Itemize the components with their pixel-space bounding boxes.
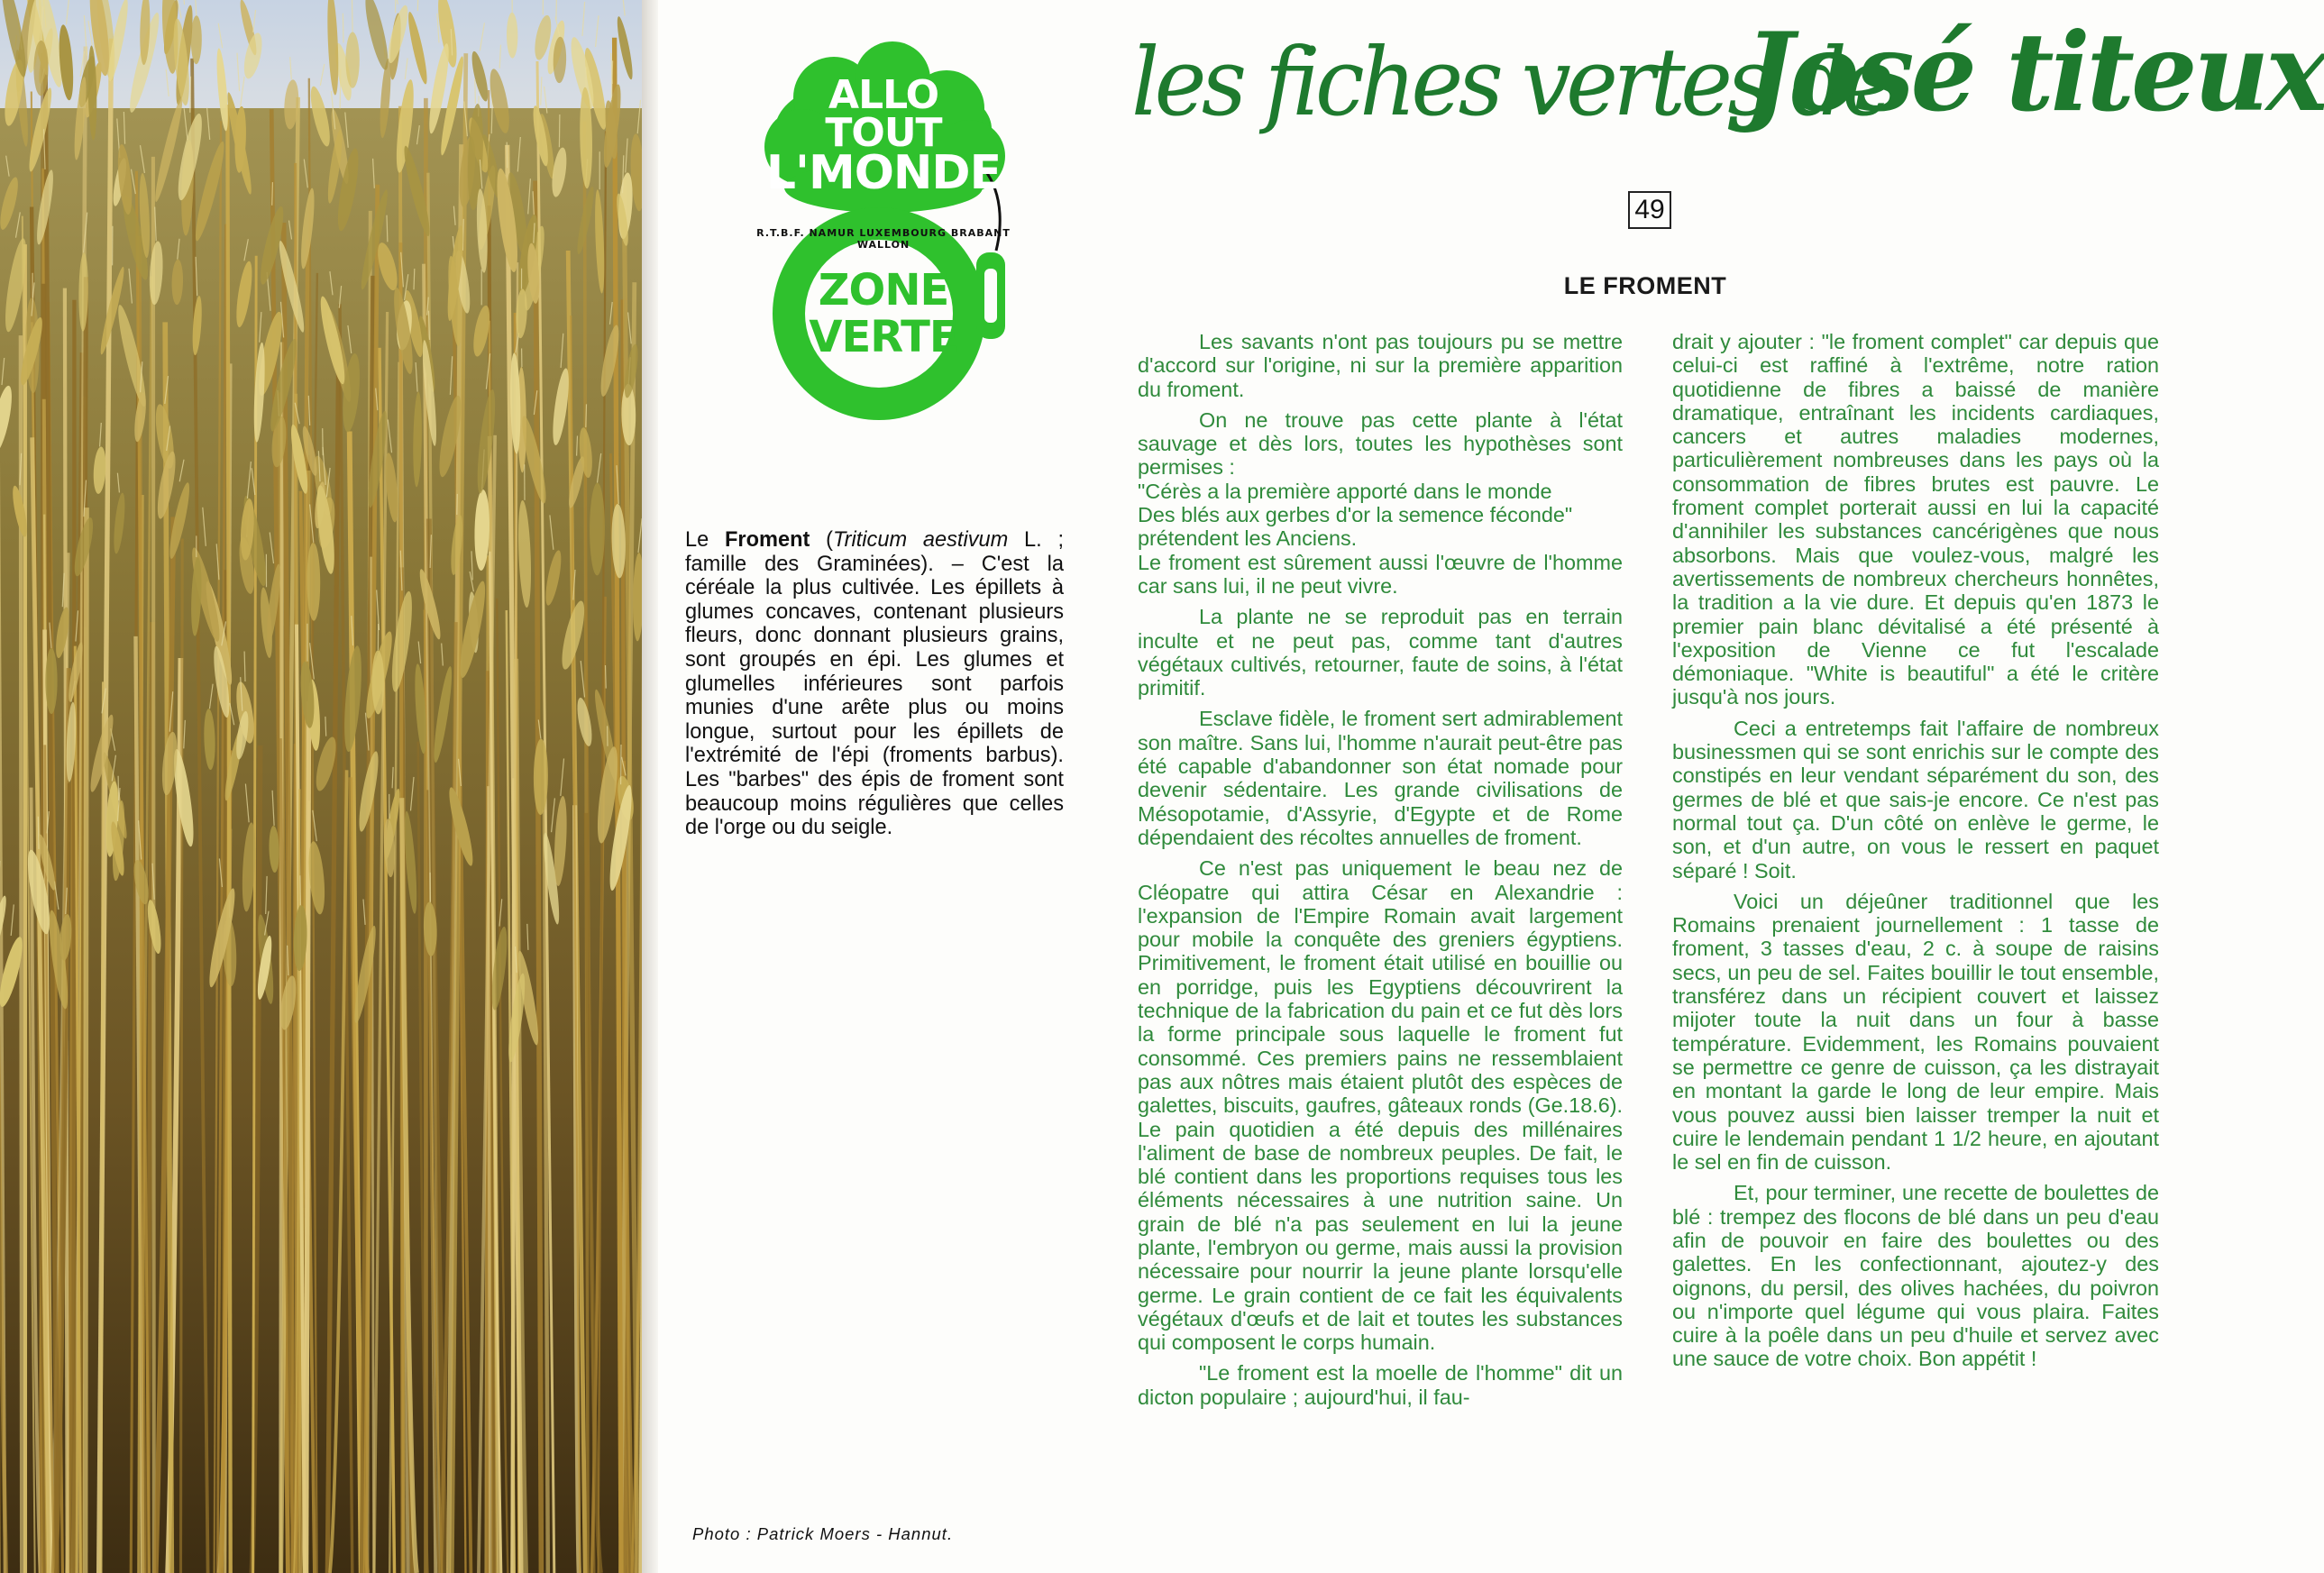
- logo-ring-text: R.T.B.F. NAMUR LUXEMBOURG BRABANT WALLON: [756, 227, 1011, 251]
- paragraph: "Le froment est la moelle de l'homme" dit un dicton populaire ; aujourd'hui, il fau-: [1138, 1361, 1623, 1409]
- paragraph: Les savants n'ont pas toujours pu se mettre d'accord sur l'origine, ni sur la première apparition du froment.: [1138, 330, 1623, 401]
- paragraph: La plante ne se reproduit pas en terrain inculte et ne peut pas, comme tant d'autres végétaux cultivés, retourner, faute de soins, à l'état primitif.: [1138, 605, 1623, 700]
- page-spine: [642, 0, 658, 1573]
- series-title-author: José titeux: [1744, 9, 2324, 136]
- series-title: [1131, 0, 2324, 158]
- paragraph: Le froment est sûrement aussi l'œuvre de l'homme car sans lui, il ne peut vivre.: [1138, 550, 1623, 598]
- article-column-2: [1672, 330, 2159, 1378]
- paragraph: Esclave fidèle, le froment sert admirablement son maître. Sans lui, l'homme n'aurait peut-être pas été capable d'abandonner son état nomade pour devenir sédentaire. Les grande civilisations de Mésopotamie, d'Assyrie, d'Egypte et de Rome dépendaient des récoltes annuelles de froment.: [1138, 707, 1623, 849]
- paragraph: On ne trouve pas cette plante à l'état sauvage et dès lors, toutes les hypothèses sont permises :: [1138, 407, 1623, 480]
- paragraph: Ceci a entretemps fait l'affaire de nombreux businessmen qui se sont enrichis sur le compte des constipés en leur vendant séparément du son, des germes de blé et que sais-je encore. Ce n'est pas normal tout ça. D'un côté on enlève le germe, le son, et d'un autre, on vous le ressert en paquet séparé ! Soit.: [1672, 716, 2159, 883]
- wheat-illustration: [0, 0, 642, 1573]
- article-title: LE FROMENT: [1563, 272, 1727, 299]
- allo-tout-lmonde-logo: [748, 43, 1019, 440]
- photo-credit: Photo : Patrick Moers - Hannut.: [692, 1524, 954, 1543]
- series-title-main: les fiches vertes de: [1131, 27, 1889, 137]
- logo-zone: ZONE: [818, 265, 949, 316]
- fiche-number: 49: [1628, 191, 1671, 229]
- caption-body: L. ; famille des Graminées). – C'est la céréale la plus cultivée. Les épillets à glumes concaves, contenant plusieurs fleurs, donc donnant plusieurs grains, sont groupés en épi. Les glumes et glumelles inférieures sont parfois munies d'une arête plus ou moins longue, surtout pour les épillets de l'extrémité de l'épi (froments barbus). Les "barbes" des épis de froment sont beaucoup moins régulières que celles de l'orge ou du seigle.: [685, 528, 1065, 840]
- paragraph: drait y ajouter : "le froment complet" car depuis que celui-ci est raffiné à l'extrême, notre ration quotidienne de fibres a baissé de manière dramatique, entraînant les incidents cardiaques, cancers et autres maladies modernes, particulièrement nombreuses dans les pays où la consommation de fibres brutes est pauvre. Le froment complet porterait aussi en lui la capacité d'annihiler les substances cancérigènes que nous absorbons. Mais que voulez-vous, malgré les avertissements de nombreux chercheurs honnêtes, la tradition a la vie dure. Et depuis qu'en 1873 le premier pain blanc dévitalisé a été présenté à l'exposition de Vienne ce fut l'escalade démoniaque. "White is beautiful" a été le critère jusqu'à nos jours.: [1672, 330, 2159, 709]
- quote-line: Des blés aux gerbes d'or la semence féconde": [1138, 503, 1573, 527]
- caption-plant-name: Froment: [725, 528, 810, 552]
- paragraph: Voici un déjeûner traditionnel que les Romains prenaient journellement : 1 tasse de froment, 3 tasses d'eau, 2 c. à soupe de raisins secs, un peu de sel. Faites bouillir le tout ensemble, transférez dans un récipient couvert et laissez mijoter toute la nuit dans un four à basse température. Evidemment, les Romains pouvaient se permettre ce genre de cuisson, ça les distrayait en montant la garde le long de leur empire. Mais vous pouvez aussi bien laisser tremper la nuit et cuire le lendemain pendant 1 1/2 heure, en ajoutant le sel en fin de cuisson.: [1672, 889, 2159, 1175]
- paragraph: Ce n'est pas uniquement le beau nez de Cléopatre qui attira César en Alexandrie : l'expansion de l'Empire Romain avait largement pour mobile la conquête des greniers égyptiens. Primitivement, le froment était utilisé en bouillie ou en porridge, puis les Egyptiens découvrirent la technique de la fabrication du pain et ce fut dès lors la forme principale sous laquelle le froment fut consommé. Ces premiers pains ne ressemblaient pas aux nôtres mais étaient plutôt des espèces de galettes, biscuits, gaufres, gâteaux ronds (Ge.18.6). Le pain quotidien a été depuis des millénaires l'aliment de base de nombreux peuples. De fait, le blé contient dans les proportions requises tous les éléments nécessaires à une nutrition saine. Un grain de blé n'a pas seulement en lui la jeune plante, l'embryon ou germe, mais aussi la provision nécessaire pour nourrir la jeune plante lorsqu'elle germe. Le grain contient de ce fait les équivalents végétaux d'œufs et de lait et toutes les substances qui composent le corps humain.: [1138, 856, 1623, 1355]
- article-column-1: [1138, 330, 1623, 1416]
- photo-caption: [685, 528, 1064, 840]
- caption-sci-open: (: [810, 528, 833, 552]
- logo-verte: VERTE: [809, 312, 958, 362]
- wheat-field-photo: [0, 0, 642, 1573]
- paragraph: Et, pour terminer, une recette de boulettes de blé : trempez des flocons de blé dans un peu d'eau afin de pouvoir en faire des boulettes ou des galettes. En les confectionnant, ajoutez-y des oignons, du persil, des olives hachées, du poivron ou n'importe quel légume qui vous plaira. Faites cuire à la poêle dans un peu d'huile et servez avec une sauce de votre choix. Bon appétit !: [1672, 1181, 2159, 1371]
- logo-line-tout: TOUT: [825, 110, 942, 156]
- caption-lead: Le: [685, 528, 725, 552]
- logo-line-allo: ALLO: [828, 72, 938, 118]
- quote-line: prétendent les Anciens.: [1138, 526, 1358, 551]
- caption-scientific-name: Triticum aestivum: [832, 528, 1009, 552]
- quote-line: "Cérès a la première apporté dans le monde: [1138, 479, 1552, 503]
- logo-line-lmonde: L'MONDE: [765, 146, 1002, 200]
